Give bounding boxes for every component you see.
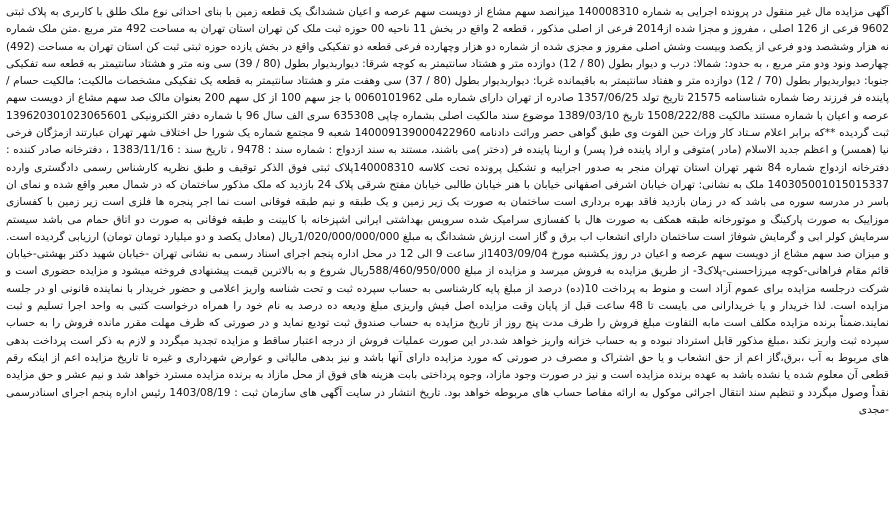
auction-notice-text: آگهی مزایده مال غیر منقول در پرونده اجرایی به شماره 140008310 میزانصد سهم مشاع از دویست سهم عرصه و اعیان ششدانگ یک قطعه زمین با بنای احداثی نوع ملک طلق با کاربری به پلاک ثبتی 9602 فرعی از 126 اصلی ، مفروز و مجزا شده از2014 فرعی از اصلی مذکور ، قطعه 2 واقع در بخش 11 ناحیه 00 حوزه ثبت ملک کن تهران استان تهران به مساحت 492 متر مربع .متن ملک شماره نه هزار وششصد ودو فرعی از یکصد وبیست وشش اصلی مفروز و مجزی شده از شماره دو هزار وچهارده فرعی قطعه دو تفکیکی واقع در بخش یازده حوزه ثبتی ثبت کن استان تهران به مساحت (492) چهارصد ونود ودو متر مربع ، به حدود: شمالا: درب و دیوار بطول (80 / 12) دوازده متر و هشتاد سانتیمتر به کوچه شرقا: دیواربدیوار بطول (80 / 39) سی ونه متر و هشتاد سانتیمتر به قطعه سه تفکیکی جنوبا: دیواربدیوار بطول (70 / 12) دوازده متر و هفتاد سانتیمتر به باقیمانده غربا: دیواربدیوار بطول (80 / 37) سی وهفت متر و هشتاد سانتیمتر به قطعه یک تفکیکی مشخصات مالکیت: مالکیت حسام / پاینده فر فرزند رضا شماره شناسنامه 21575 تاریخ تولد 1357/06/25 صادره از تهران دارای شماره ملی 0060101962 با جز سهم 100 از کل سهم 200 بعنوان مالک صد سهم مشاع از دویست سهم عرصه و اعیان با شماره مستند مالکیت 1508/222/88 تاریخ 1389/03/10 موضوع سند مالکیت اصلی بشماره چاپی 635308 سری الف سال 96 با شماره دفتر الکترونیکی 139620301023065601 ثبت گردیده **که برابر اعلام سـتاد کار وراث حین الفوت وی طبق گواهی حصر وراثت دادنامه 140009139000422960 شعبه 9 مجتمع شماره یک شورا حل اختلاف شهر تهران عبارتند ازمژگان فرخی نیا (همسر) و اعظم جدید الاسلام (مادر )متوفی و اراد پاینده فر( پسر) و ارینا پاینده فر (دختر )می باشند، مستند به سند ازدواج : شماره سند : 9478 ، تاریخ سند : 1383/11/16 ، دفترخانه صادر کننده : دفترخانه ازدواج شماره 84 شهر تهران استان تهران منجر به صدور اجراییه و تشکیل پرونده تحت کلاسه 140008310پلاک ثبتی فوق الذکر توقیف و طبق نظریه کارشناس رسمی دادگستری وارده 140305001015015337 ملک به نشانی: تهران خیابان اشرفی اصفهانی خیابان با هنر خیابان طالبی خیابان مفتح شرقی پلاک 24 بازدید که ملک مذکور ساختمان که در شمال معبر واقع شده و نمای ان باسر در مدرسه سوره می باشد که در زمان بازدید فاقد بهره برداری است ساختمان به صورت یک زیر زمین و یک طبقه و نیم طبقه فوقانی است نما اجر پنجره ها فلزی است زیر زمین با کفسازی موزاییک به صورت پارکینگ و موتورخانه طبقه همکف به صورت هال با کفسازی سرامیک شده سرویس بهداشتی ایرانی اشپزخانه با کابینت و طبقه فوقانی به صورت دو اتاق حمام می باشد سیستم سرمایش کولر ابی و گرمایش شوفاژ است ساختمان دارای انشعاب اب برق و گاز است ارزش ششدانگ به مبلغ 1/020/000/000/000ریال (معادل یکصد و دو میلیارد تومان تومان) ارزیابی گردیده است. و میزان صد سهم مشاع از دویست سهم عرصه و اعیان در روز یکشنبه مورخ 1403/09/04از ساعت 9 الی 12 در محل اداره پنجم اجرای اسناد رسمی به نشانی تهران -خیابان شهید دکتر بهشتی-خیابان قائم مقام فراهانی-کوچه میرزاحسنی-پلاک3- از طریق مزایده به فروش میرسد و مزایده از مبلغ 588/460/950/000ریال شروع و به بالاترین قیمت پیشنهادی فروخته میشود و مزایده حضوری است و شرکت درجلسه مزایده برای عموم آزاد است و منوط به پرداخت 10(ده) درصد از مبلغ پایه کارشناسی به حساب سپرده ثبت و تحت شناسه واریز اعلامی و حضور خریدار با نماینده قانونی او در جلسه مزایده است. لذا خریدار و یا خریدارانی می بایست تا 48 ساعت قبل از پایان وقت مزایده اصل فیش واریزی مبلغ ودیعه ده درصد به نام خود را همراه درخواست کتبی به واحد اجرا تسلیم و ثبت نمایند.ضمناً برنده مزایده مکلف است مابه التفاوت مبلغ فروش را ظرف مدت پنج روز از تاریخ مزایده به حساب صندوق ثبت تودیع نماید و در صورتی که ظرف مهلت مقرر مانده فروش را به حساب سپرده ثبت واریز نکند ،مبلغ مذکور قابل استرداد نبوده و به حساب خزانه واریز خواهد شد.در این صورت عملیات فروش از درجه اعتبار ساقط و مزایده تجدید میگردد و لازم به ذکر است پرداخت بدهی های مربوط به آب ،برق،گاز اعم از حق انشعاب و یا حق اشتراک و مصرف در صورتی که مورد مزایده دارای آنها باشد و نیز بدهی مالیاتی و عوارض شهرداری و غیره تا تاریخ مزایده اعم از اینکه رقم قطعی آن معلوم شده یا نشده باشد به عهده برنده مزایده است و نیز در صورت وجود مازاد، وجوه پرداختی بابت هزینه های فوق از محل مازاد به برنده مزایده مسترد خواهد شد و نیم عشر و حق مزایده نقداً وصول میگردد و تنظیم سند انتقال اجرائی موکول به ارائه مفاصا حساب های مربوطه خواهد بود. تاریخ انتشار در سایت آگهی های سازمان ثبت : 1403/08/19 رئیس اداره پنجم اجرای اسنادرسمی -مجدی [6, 6, 889, 416]
